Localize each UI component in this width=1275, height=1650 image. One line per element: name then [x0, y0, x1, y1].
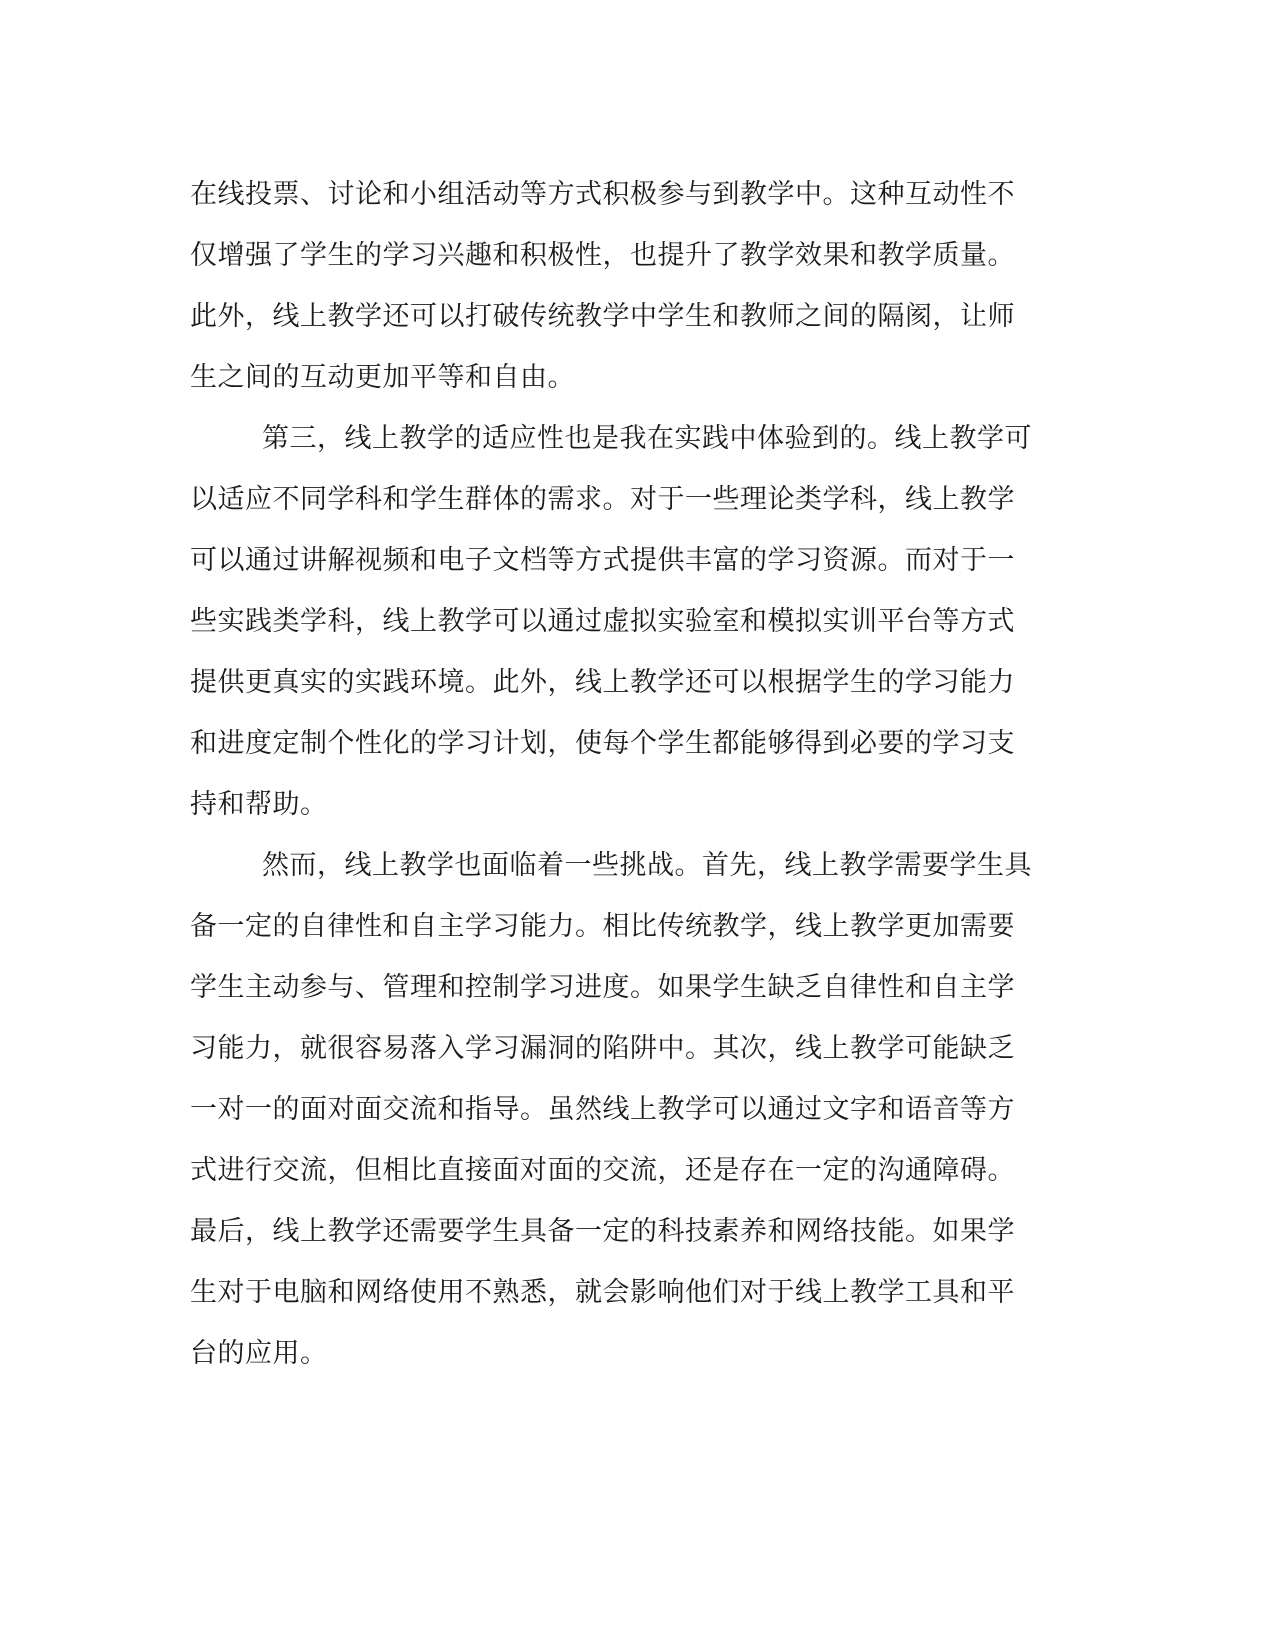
paragraph-3-line-7: 最后，线上教学还需要学生具备一定的科技素养和网络技能。如果学 [190, 1216, 1015, 1247]
paragraph-3-line-9: 台的应用。 [190, 1338, 328, 1369]
paragraph-1-line-3: 此外，线上教学还可以打破传统教学中学生和教师之间的隔阂，让师 [190, 301, 1015, 332]
paragraph-2-line-6: 和进度定制个性化的学习计划，使每个学生都能够得到必要的学习支 [190, 728, 1015, 759]
paragraph-3-line-1: 然而，线上教学也面临着一些挑战。首先，线上教学需要学生具 [262, 850, 1032, 881]
paragraph-1-line-1: 在线投票、讨论和小组活动等方式积极参与到教学中。这种互动性不 [190, 179, 1015, 210]
paragraph-3-line-6: 式进行交流，但相比直接面对面的交流，还是存在一定的沟通障碍。 [190, 1155, 1015, 1186]
paragraph-3-line-4: 习能力，就很容易落入学习漏洞的陷阱中。其次，线上教学可能缺乏 [190, 1033, 1015, 1064]
paragraph-3-line-8: 生对于电脑和网络使用不熟悉，就会影响他们对于线上教学工具和平 [190, 1277, 1015, 1308]
body-text [190, 164, 1070, 1384]
paragraph-2-line-4: 些实践类学科，线上教学可以通过虚拟实验室和模拟实训平台等方式 [190, 606, 1015, 637]
paragraph-3-line-5: 一对一的面对面交流和指导。虽然线上教学可以通过文字和语音等方 [190, 1094, 1015, 1125]
paragraph-2-line-2: 以适应不同学科和学生群体的需求。对于一些理论类学科，线上教学 [190, 484, 1015, 515]
paragraph-2-line-1: 第三，线上教学的适应性也是我在实践中体验到的。线上教学可 [262, 423, 1032, 454]
paragraph-3-line-3: 学生主动参与、管理和控制学习进度。如果学生缺乏自律性和自主学 [190, 972, 1015, 1003]
paragraph-2-line-5: 提供更真实的实践环境。此外，线上教学还可以根据学生的学习能力 [190, 667, 1015, 698]
paragraph-3-line-2: 备一定的自律性和自主学习能力。相比传统教学，线上教学更加需要 [190, 911, 1015, 942]
paragraph-2-line-7: 持和帮助。 [190, 789, 328, 820]
paragraph-1-line-4: 生之间的互动更加平等和自由。 [190, 362, 575, 393]
paragraph-2-line-3: 可以通过讲解视频和电子文档等方式提供丰富的学习资源。而对于一 [190, 545, 1015, 576]
paragraph-1-line-2: 仅增强了学生的学习兴趣和积极性，也提升了教学效果和教学质量。 [190, 240, 1015, 271]
